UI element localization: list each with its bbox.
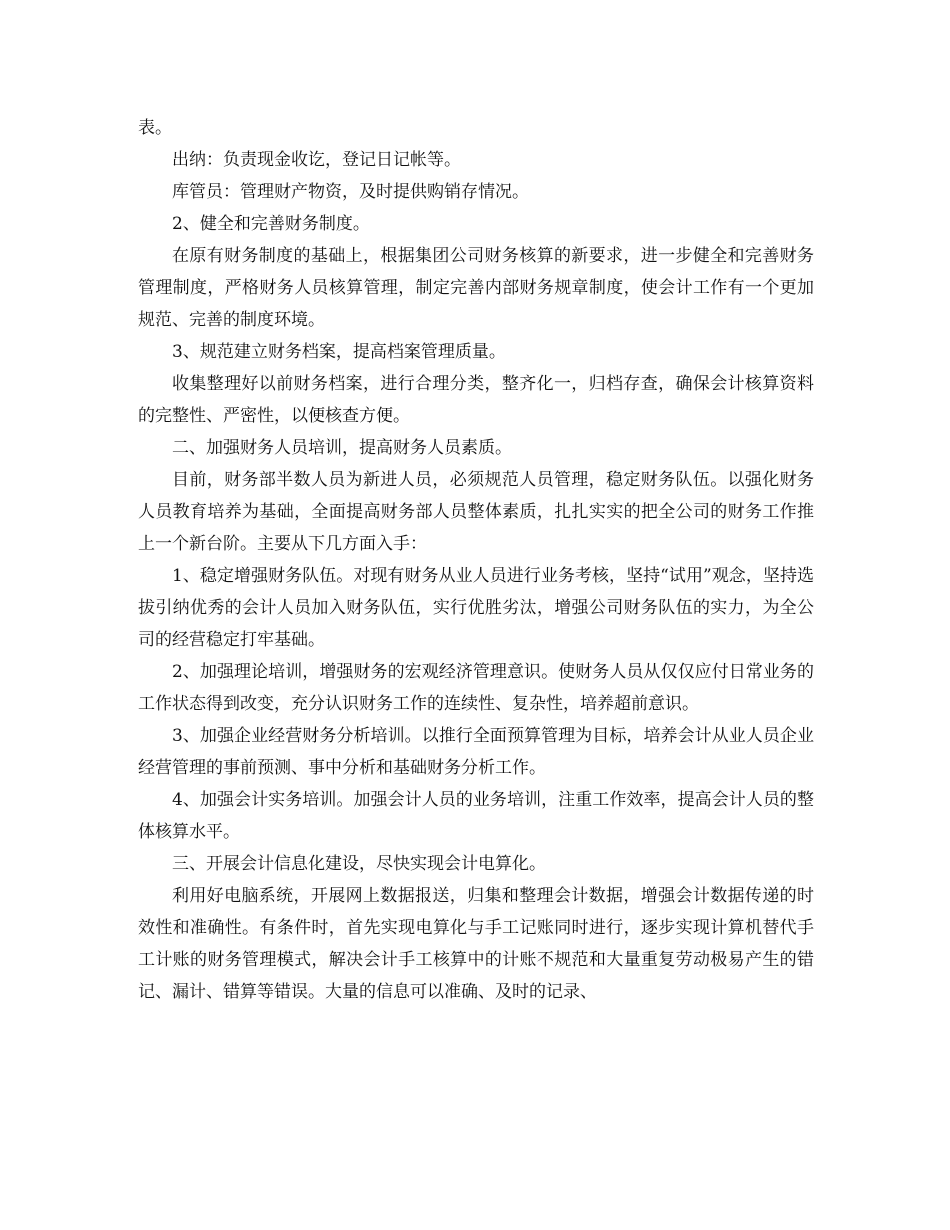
paragraph-cashier: 出纳：负责现金收讫，登记日记帐等。 bbox=[172, 150, 461, 170]
paragraph-heading-training: 二、加强财务人员培训，提高财务人员素质。 bbox=[172, 438, 512, 458]
paragraph-training-item-2: 2、加强理论培训，增强财务的宏观经济管理意识。使财务人员从仅仅应付日常业务的工作状态得到改变，充分认识财务工作的连续性、复杂性，培养超前意识。 bbox=[138, 662, 814, 714]
document-body bbox=[138, 112, 814, 1008]
paragraph-training-body: 目前，财务部半数人员为新进人员，必须规范人员管理，稳定财务队伍。以强化财务人员教育培养为基础，全面提高财务部人员整体素质，扎扎实实的把全公司的财务工作推上一个新台阶。主要从下几方面入手： bbox=[138, 470, 814, 554]
paragraph-continuation: 表。 bbox=[138, 118, 172, 138]
paragraph-training-item-3: 3、加强企业经营财务分析培训。以推行全面预算管理为目标，培养会计从业人员企业经营管理的事前预测、事中分析和基础财务分析工作。 bbox=[138, 726, 814, 778]
paragraph-warehouse-keeper: 库管员：管理财产物资，及时提供购销存情况。 bbox=[172, 182, 529, 202]
paragraph-training-item-4: 4、加强会计实务培训。加强会计人员的业务培训，注重工作效率，提高会计人员的整体核算水平。 bbox=[138, 790, 814, 842]
paragraph-archives-body: 收集整理好以前财务档案，进行合理分类，整齐化一，归档存查，确保会计核算资料的完整性、严密性，以便核查方便。 bbox=[138, 374, 814, 426]
paragraph-informatization-body: 利用好电脑系统，开展网上数据报送，归集和整理会计数据，增强会计数据传递的时效性和准确性。有条件时，首先实现电算化与手工记账同时进行，逐步实现计算机替代手工计账的财务管理模式，解决会计手工核算中的计账不规范和大量重复劳动极易产生的错记、漏计、错算等错误。大量的信息可以准确、及时的记录、 bbox=[138, 886, 814, 1002]
paragraph-heading-finance-system: 2、健全和完善财务制度。 bbox=[172, 214, 370, 234]
paragraph-finance-system-body: 在原有财务制度的基础上，根据集团公司财务核算的新要求，进一步健全和完善财务管理制度，严格财务人员核算管理，制定完善内部财务规章制度，使会计工作有一个更加规范、完善的制度环境。 bbox=[138, 246, 814, 330]
paragraph-heading-archives: 3、规范建立财务档案，提高档案管理质量。 bbox=[172, 342, 506, 362]
paragraph-heading-informatization: 三、开展会计信息化建设，尽快实现会计电算化。 bbox=[172, 854, 546, 874]
paragraph-training-item-1: 1、稳定增强财务队伍。对现有财务从业人员进行业务考核，坚持“试用”观念，坚持选拔引纳优秀的会计人员加入财务队伍，实行优胜劣汰，增强公司财务队伍的实力，为全公司的经营稳定打牢基础。 bbox=[138, 566, 814, 650]
